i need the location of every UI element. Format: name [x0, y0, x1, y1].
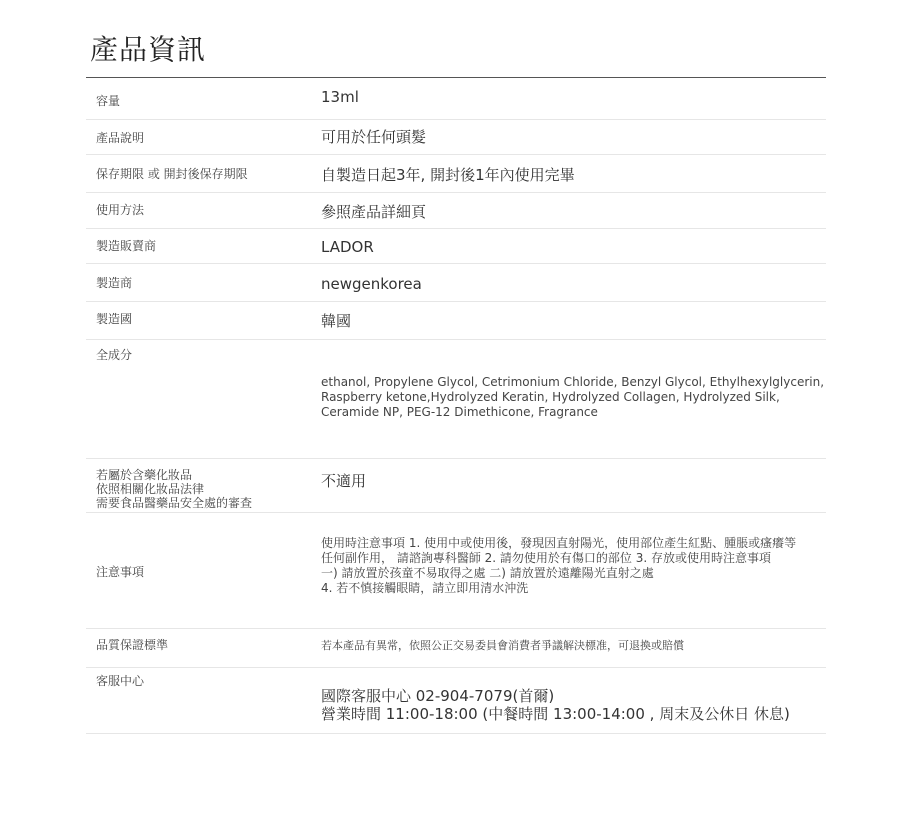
- label-line: 依照相關化妝品法律: [96, 482, 205, 496]
- row-label: 產品說明: [96, 131, 145, 145]
- ingredients-line: ethanol, Propylene Glycol, Cetrimonium Chloride, Benzyl Glycol, Ethylhexylglycerin,: [321, 375, 825, 389]
- row-label: 容量: [96, 94, 121, 108]
- row-drug-review: [86, 459, 826, 513]
- row-label: 製造國: [96, 312, 133, 326]
- row-value: 韓國: [321, 312, 352, 330]
- precaution-line: 使用時注意事項 1. 使用中或使用後，發現因直射陽光，使用部位產生紅點、腫脹或瘙癢等: [321, 536, 797, 550]
- row-value: 13ml: [321, 88, 359, 106]
- row-value: 參照產品詳細頁: [321, 203, 427, 221]
- row-label: 保存期限 或 開封後保存期限: [96, 167, 248, 181]
- ingredients-line: Raspberry ketone,Hydrolyzed Keratin, Hydrolyzed Collagen, Hydrolyzed Silk,: [321, 390, 780, 404]
- row-label: 客服中心: [96, 674, 145, 688]
- service-line: 營業時間 11:00-18:00 (中餐時間 13:00-14:00 , 周末及公休日 休息): [321, 705, 790, 723]
- service-line: 國際客服中心 02-904-7079(首爾): [321, 687, 555, 705]
- row-label: 品質保證標準: [96, 638, 169, 652]
- row-precautions: [86, 513, 826, 629]
- row-manufacturer: [86, 264, 826, 302]
- row-ingredients: [86, 340, 826, 459]
- row-label: 注意事項: [96, 565, 145, 579]
- row-label: 全成分: [96, 348, 133, 362]
- row-value: 自製造日起3年, 開封後1年內使用完畢: [321, 166, 575, 184]
- precaution-line: 任何副作用， 請諮詢專科醫師 2. 請勿使用於有傷口的部位 3. 存放或使用時注意事項: [321, 551, 771, 565]
- row-quality: [86, 629, 826, 668]
- row-value: 可用於任何頭髮: [321, 128, 427, 146]
- row-label: 使用方法: [96, 203, 145, 217]
- row-service: [86, 668, 826, 734]
- row-value: newgenkorea: [321, 275, 422, 293]
- page-title: 產品資訊: [90, 33, 207, 66]
- row-seller: [86, 229, 826, 264]
- row-label: [96, 468, 252, 510]
- row-label: 製造販賣商: [96, 239, 157, 253]
- row-label: 製造商: [96, 276, 133, 290]
- row-shelf-life: [86, 155, 826, 193]
- row-country: [86, 302, 826, 340]
- row-value: LADOR: [321, 238, 374, 256]
- label-line: 需要食品醫藥品安全處的審查: [96, 496, 253, 510]
- precaution-line: 一) 請放置於孩童不易取得之處 二) 請放置於遠離陽光直射之處: [321, 566, 654, 580]
- service-text: [321, 687, 790, 723]
- ingredients-line: Ceramide NP, PEG-12 Dimethicone, Fragrance: [321, 405, 598, 419]
- row-description: [86, 120, 826, 155]
- ingredients-text: [321, 375, 824, 420]
- precaution-line: 4. 若不慎接觸眼睛，請立即用清水沖洗: [321, 581, 529, 595]
- row-value: 若本產品有異常，依照公正交易委員會消費者爭議解決標准，可退換或賠償: [321, 639, 684, 652]
- row-capacity: [86, 78, 826, 120]
- precautions-text: [321, 536, 796, 596]
- row-usage: [86, 193, 826, 229]
- row-value: 不適用: [321, 472, 367, 490]
- label-line: 若屬於含藥化妝品: [96, 468, 193, 482]
